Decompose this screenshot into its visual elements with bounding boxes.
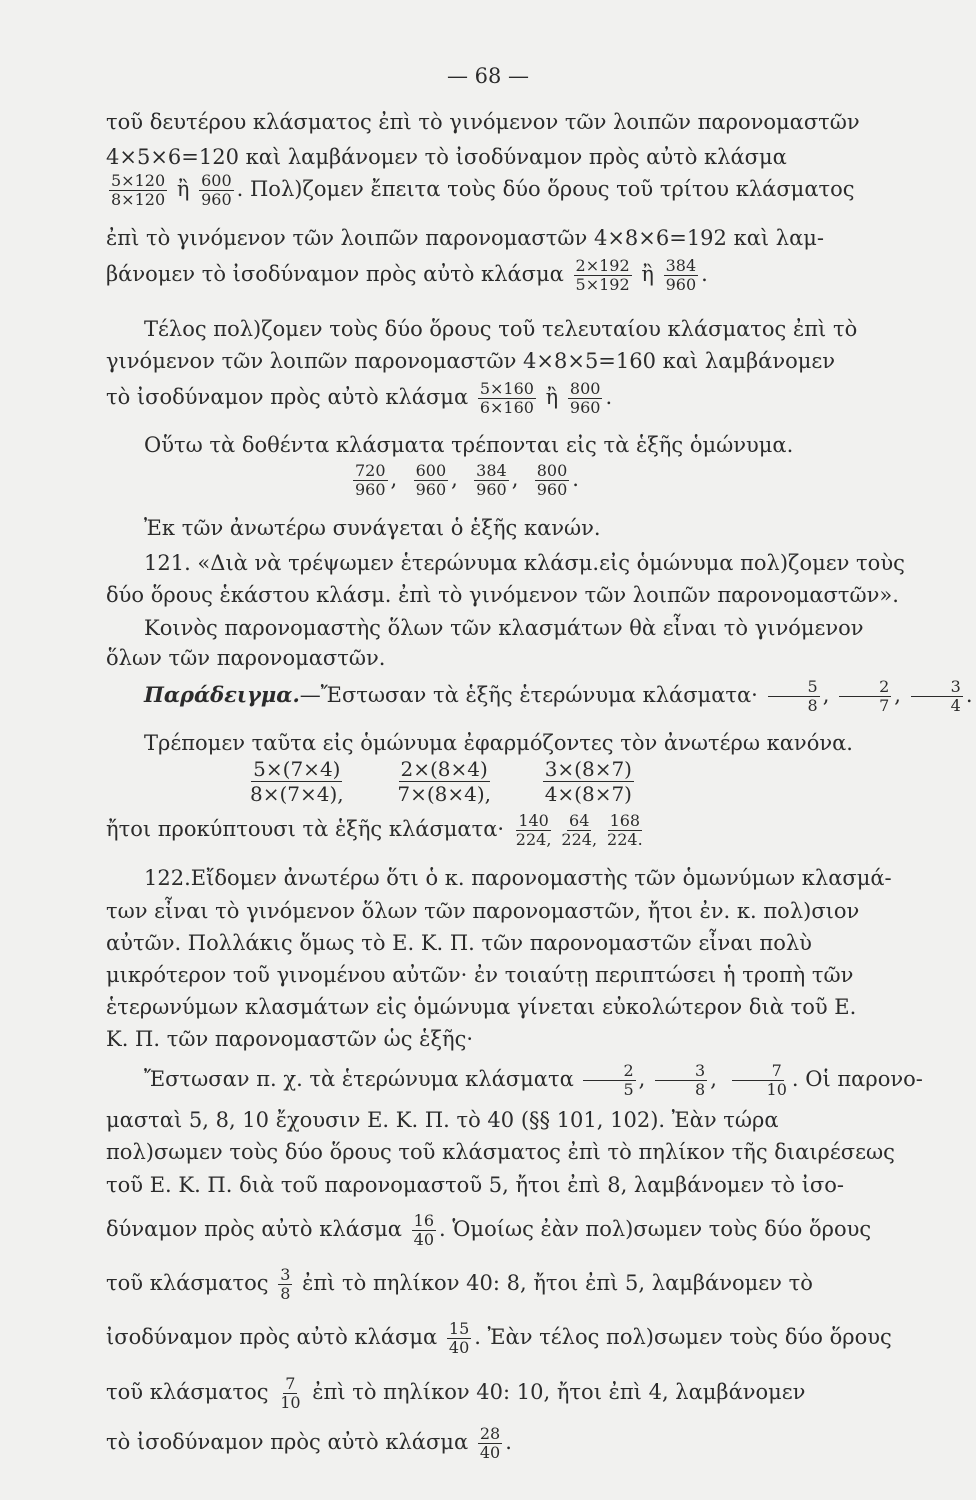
fraction: $\frac{600}{960}$ xyxy=(415,461,447,499)
fraction: $\frac{2}{5}$ xyxy=(583,1062,635,1099)
fraction: $\frac{3}{8}$ xyxy=(280,1265,291,1303)
text-line xyxy=(106,1375,926,1412)
text-line: Ἔστωσαν π. χ. τὰ ἑτερώνυμα κλάσματα $\frac{2}{5}$ , $\frac{3}{8}$ , $\frac{7}{10}$ . Οἱ παρονο- xyxy=(144,1061,923,1099)
fraction: $\frac{5}{8}$ xyxy=(768,678,820,715)
fraction: $\frac{720}{960}$ xyxy=(355,461,386,499)
text-line: τοῦ Ε. Κ. Π. διὰ τοῦ παρονομαστοῦ 5, ἤτοι ἐπὶ 8, λαμβάνομεν τὸ ἰσο- xyxy=(106,1173,845,1197)
text-span: τὸ ἰσοδύναμον πρὸς αὐτὸ κλάσμα xyxy=(106,385,469,409)
text-line: Οὕτω τὰ δοθέντα κλάσματα τρέπονται εἰς τὰ ἑξῆς ὁμώνυμα. xyxy=(144,433,794,457)
text-line: ἐπὶ τὸ γινόμενον τῶν λοιπῶν παρονομαστῶν 4×8×6=192 καὶ λαμ- xyxy=(106,226,825,250)
section-121-line: 121. «Διὰ νὰ τρέψωμεν ἑτερώνυμα κλάσμ.εἰς ὁμώνυμα πολ)ζομεν τοὺς xyxy=(144,551,905,575)
fraction: $\frac{384}{960}$ xyxy=(665,256,697,294)
section-122-line: 122.Εἴδομεν ἀνωτέρω ὅτι ὁ κ. παρονομαστὴς τῶν ὁμωνύμων κλασμά- xyxy=(144,866,892,890)
text-or: ἢ xyxy=(176,177,190,201)
text-line: Κ. Π. τῶν παρονομαστῶν ὡς ἑξῆς· xyxy=(106,1027,474,1051)
fraction-row: $\frac{720}{960}$ , $\frac{600}{960}$ , $\frac{384}{960}$ , $\frac{800}{960}$ . xyxy=(355,461,579,499)
fraction: $\frac{5\times 160}{6\times 160}$ xyxy=(479,379,534,417)
text-line: τοῦ δευτέρου κλάσματος ἐπὶ τὸ γινόμενον τῶν λοιπῶν παρονομαστῶν xyxy=(106,110,860,134)
text-span: ἐπὶ τὸ πηλίκον 40: 8, ἤτοι ἐπὶ 5, λαμβάνομεν τὸ xyxy=(302,1271,813,1295)
text-line xyxy=(106,1425,926,1462)
text-span: ἤτοι προκύπτουσι τὰ ἑξῆς κλάσματα· xyxy=(106,817,505,841)
text-line: τὸ ἰσοδύναμον πρὸς αὐτὸ κλάσμα $\frac{5\times 160}{6\times 160}$ ἢ $\frac{800}{960}$ . xyxy=(106,379,613,417)
page-number: — 68 — xyxy=(446,64,530,88)
fraction: $\frac{3}{8}$ xyxy=(655,1062,707,1099)
fraction: $\frac{7}{10}$ xyxy=(727,1062,789,1099)
text-line xyxy=(106,1320,926,1357)
text-span: βάνομεν τὸ ἰσοδύναμον πρὸς αὐτὸ κλάσμα xyxy=(106,262,564,286)
fraction: $\frac{800}{960}$ xyxy=(536,461,568,499)
fraction: $\frac{3}{4}$ xyxy=(911,678,963,715)
fraction: $\frac{5\times 120}{8\times 120}$ xyxy=(111,171,166,209)
text-span: . Οἱ παρονο- xyxy=(791,1067,923,1091)
text-span: ἰσοδύναμον πρὸς αὐτὸ κλάσμα xyxy=(106,1325,438,1349)
text-line xyxy=(106,1266,926,1303)
text-or: ἢ xyxy=(641,262,654,286)
fraction: $\frac{140}{224,}$ xyxy=(515,811,552,849)
text-line: δύο ὅρους ἑκάστου κλάσμ. ἐπὶ τὸ γινόμενον τῶν λοιπῶν παρονομαστῶν». xyxy=(106,583,899,607)
text-line: Τέλος πολ)ζομεν τοὺς δύο ὅρους τοῦ τελευταίου κλάσματος ἐπὶ τὸ xyxy=(144,317,858,341)
conversion-row xyxy=(245,757,976,806)
text-line: ἑτερωνύμων κλασμάτων εἰς ὁμώνυμα γίνεται εὐκολώτερον διὰ τοῦ Ε. xyxy=(106,995,857,1019)
fraction: $\frac{15}{40}$ xyxy=(448,1319,470,1357)
example-line: Παράδειγμα.—Ἔστωσαν τὰ ἑξῆς ἑτερώνυμα κλάσματα· $\frac{5}{8}$ , $\frac{2}{7}$ , $\frac{3}{4}$ . xyxy=(144,677,973,715)
fraction: $\frac{800}{960}$ xyxy=(569,379,601,417)
fraction: $\frac{28}{40}$ xyxy=(479,1424,501,1462)
text-or: ἢ xyxy=(545,385,559,409)
text-span: —Ἔστωσαν τὰ ἑξῆς ἑτερώνυμα κλάσματα· xyxy=(299,683,758,707)
fraction: $\frac{16}{40}$ xyxy=(413,1211,435,1249)
text-span: . Πολ)ζομεν ἔπειτα τοὺς δύο ὅρους τοῦ τρίτου κλάσματος xyxy=(236,177,855,201)
text-line: ὅλων τῶν παρονομαστῶν. xyxy=(106,646,386,670)
text-line: γινόμενον τῶν λοιπῶν παρονομαστῶν 4×8×5=160 καὶ λαμβάνομεν xyxy=(106,349,836,373)
fraction: $\frac{168}{224.}$ xyxy=(607,811,643,849)
text-line: πολ)σωμεν τοὺς δύο ὅρους τοῦ κλάσματος ἐπὶ τὸ πηλίκον τῆς διαιρέσεως xyxy=(106,1140,895,1164)
fraction: $\frac{5\times(7\times 4)}{8\times(7\times 4),}$ xyxy=(250,757,344,806)
text-line: Κοινὸς παρονομαστὴς ὅλων τῶν κλασμάτων θὰ εἶναι τὸ γινόμενον xyxy=(144,616,864,640)
text-line xyxy=(106,172,926,209)
text-line xyxy=(106,1212,926,1249)
text-span: . Ὁμοίως ἐὰν πολ)σωμεν τοὺς δύο ὅρους xyxy=(439,1217,872,1241)
text-line: 4×5×6=120 καὶ λαμβάνομεν τὸ ἰσοδύναμον πρὸς αὐτὸ κλάσμα xyxy=(106,145,787,169)
text-line: αὐτῶν. Πολλάκις ὅμως τὸ Ε. Κ. Π. τῶν παρονομαστῶν εἶναι πολὺ xyxy=(106,931,812,955)
text-span: Ἔστωσαν π. χ. τὰ ἑτερώνυμα κλάσματα xyxy=(144,1067,574,1091)
example-label: Παράδειγμα. xyxy=(144,682,300,707)
fraction: $\frac{2\times(8\times 4)}{7\times(8\times 4),}$ xyxy=(397,757,491,806)
fraction: $\frac{384}{960}$ xyxy=(476,461,507,499)
fraction: $\frac{600}{960}$ xyxy=(201,171,232,209)
text-line: Τρέπομεν ταῦτα εἰς ὁμώνυμα ἐφαρμόζοντες τὸν ἀνωτέρω κανόνα. xyxy=(144,731,853,755)
text-line: μικρότερον τοῦ γινομένου αὐτῶν· ἐν τοιαύτῃ περιπτώσει ἡ τροπὴ τῶν xyxy=(106,963,854,987)
text-span: τοῦ κλάσματος xyxy=(106,1271,269,1295)
fraction: $\frac{3\times(8\times 7)}{4\times(8\times 7)}$ xyxy=(544,757,632,806)
text-span: δύναμον πρὸς αὐτὸ κλάσμα xyxy=(106,1217,402,1241)
text-line: βάνομεν τὸ ἰσοδύναμον πρὸς αὐτὸ κλάσμα $\frac{2\times 192}{5\times 192}$ ἢ $\frac{384}{960}$ . xyxy=(106,256,708,294)
text-span: ἐπὶ τὸ πηλίκον 40: 10, ἤτοι ἐπὶ 4, λαμβάνομεν xyxy=(312,1380,806,1404)
text-span: . Ἐὰν τέλος πολ)σωμεν τοὺς δύο ὅρους xyxy=(474,1325,892,1349)
text-span: τοῦ κλάσματος xyxy=(106,1380,269,1404)
text-line: Ἐκ τῶν ἀνωτέρω συνάγεται ὁ ἑξῆς κανών. xyxy=(144,516,601,540)
text-span: τὸ ἰσοδύναμον πρὸς αὐτὸ κλάσμα xyxy=(106,1430,469,1454)
fraction: $\frac{2\times 192}{5\times 192}$ xyxy=(575,256,630,294)
fraction: $\frac{2}{7}$ xyxy=(839,678,891,715)
text-line: μασταὶ 5, 8, 10 ἔχουσιν Ε. Κ. Π. τὸ 40 (§§ 101, 102). Ἐὰν τώρα xyxy=(106,1108,779,1132)
text-span: . xyxy=(505,1430,512,1454)
text-line xyxy=(106,812,926,849)
text-line: των εἶναι τὸ γινόμενον ὅλων τῶν παρονομαστῶν, ἤτοι ἐν. κ. πολ)σιον xyxy=(106,899,860,923)
fraction: $\frac{7}{10}$ xyxy=(280,1374,301,1412)
fraction: $\frac{64}{224,}$ xyxy=(561,811,598,849)
